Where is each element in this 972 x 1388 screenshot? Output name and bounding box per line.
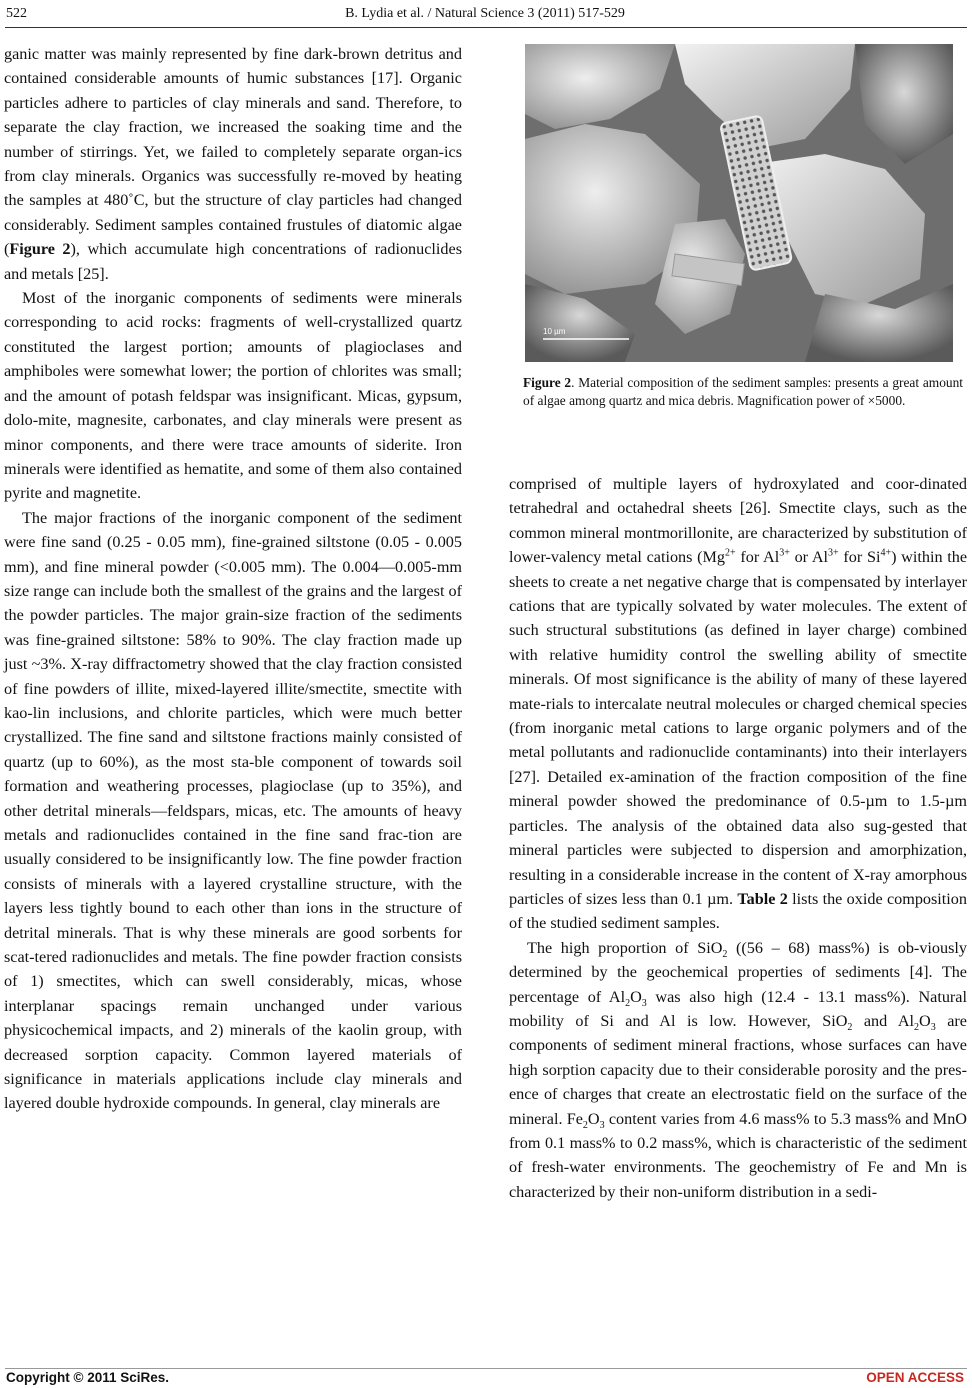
footer-rule — [5, 1368, 967, 1369]
figure-caption-text: . Material composition of the sediment samples: presents a great amount of algae among quartz and mica debris. Magnification power of ×5000. — [523, 375, 964, 409]
paragraph: The major fractions of the inorganic component of the sediment were fine sand (0.25 - 0.05 mm), fine-grained siltstone (0.05 - 0.005 mm), and fine mineral powder (<0.005 mm). The 0.004—0.005-mm size range can include both the smallest of the grains and the largest of the powder particles. The major grain-size fraction of the sediments was fine-grained siltstone: 58% to 90%. The clay fraction made up just ~3%. X-ray diffractometry showed that the clay fraction consisted of fine powders of illite, mixed-layered illite/smectite, smectite with kao-lin inclusions, and chlorite particles, which were much better crystallized. The fine sand and siltstone fractions mainly consisted of quartz (up to 60%), as the most sta-ble component of towards soil formation and weathering processes, plagioclase (up to 35%), and other detrital minerals—feldspars, micas, etc. The amounts of heavy metals and radionuclides contained in the fine sand frac-tion are usually considered to be insignificantly low. The fine powder fraction consists of minerals with a layered crystalline structure, with the layers less tightly bound to each other than ions in the structure of detrital minerals. That is why these minerals are good sorbents for scat-tered radionuclides and metals. The fine powder fraction consists of 1) smectites, which can swell considerably, micas, whose interplanar spacings remain unchanged under various physicochemical impacts, and 2) minerals of the kaolin group, with decreased sorption capacity. Common layered materials of significance in materials applications include clay minerals and layered double hydroxide compounds. In general, clay minerals are — [4, 508, 462, 1113]
open-access-label: OPEN ACCESS — [866, 1370, 964, 1385]
paragraph: comprised of multiple layers of hydroxylated and coor-dinated tetrahedral and octahedral sheets [26]. Smectite clays, such as the common mineral montmorillonite, are characterized by substitution of lower-valency metal cations ($Mg^{2+}$ for $Al^{3+}$ or $Al^{3+}$ for $Si^{4+}$) within the sheets to create a net negative charge that is compensated by interlayer cations that are typically solvated by water molecules. The extent of such structural substitutions (as defined in layer charge) combined with relative humidity control the swelling ability of smectite minerals. Of most significance is the ability of many of these layered mate-rials to intercalate neutral molecules or charged chemical species (from inorganic metal cations to large organic polymers and of the metal pollutants and radionuclide contaminants) into their interlayers [27]. Detailed ex-amination of the fraction composition of the fine mineral powder showed the predominance of 0.5-µm to 1.5-µm particles. The analysis of the obtained data also sug-gested that mineral particles were subjected to dispersion and amorphization, resulting in a considerable increase in the content of X-ray amorphous particles of sizes less than 0.1 µm. Table 2 lists the oxide composition of the studied sediment samples. — [509, 475, 968, 933]
paragraph: ganic matter was mainly represented by fine dark-brown detritus and contained considerable amounts of humic substances [17]. Organic particles adhere to particles of clay minerals and sand. Therefore, to separate the clay fraction, we increased the soaking time and the number of stirrings. Yet, we failed to completely separate organ-ics from clay minerals. Organics was successfully re-moved by heating the samples at 480˚C, but the structure of clay particles had changed considerably. Sediment samples contained frustules of diatomic algae (Figure 2), which accumulate high concentrations of radionuclides and metals [25]. — [4, 45, 462, 283]
header-rule — [5, 27, 967, 28]
paragraph: The high proportion of SiO$_2$ ((56 – 68) mass%) is ob-viously determined by the geochemical properties of sediments [4]. The percentage of $Al_2O_3$ was also high (12.4 - 13.1 mass%). Natural mobility of Si and Al is low. However, SiO$_2$ and $Al_2O_3$ are components of sediment mineral fractions, whose surfaces can have high sorption capacity due to their considerable porosity and the pres-ence of charges that create an electrostatic field on the surface of the mineral. $Fe_2O_3$ content varies from 4.6 mass% to 5.3 mass% and MnO from 0.1 mass% to 0.2 mass%, which is characteristic of the sediment of fresh-water environments. The geochemistry of Fe and Mn is characterized by their non-uniform distribution in a sedi- — [509, 938, 967, 1201]
micrograph-image — [525, 44, 953, 362]
right-column — [509, 472, 967, 1204]
paragraph: Most of the inorganic components of sediments were minerals corresponding to acid rocks: fragments of well-crystallized quartz constituted the largest portion; amounts of plagioclases and amphiboles were somewhat lower; the portion of chlorites was small; and the amount of potash feldspar was insignificant. Micas, gypsum, dolo-mite, magnesite, carbonates, and clay minerals were present as minor components, and there were trace amounts of siderite. Iron minerals were identified as hematite, and some of them also contained pyrite and magnetite. — [4, 289, 462, 503]
sem-micrograph — [525, 44, 953, 362]
table-reference: Table 2 — [737, 889, 788, 908]
figure-label: Figure 2 — [523, 375, 572, 390]
left-column — [4, 42, 462, 1116]
running-head: B. Lydia et al. / Natural Science 3 (2011) 517-529 — [345, 6, 625, 21]
scale-bar-label: 10 µm — [543, 327, 566, 336]
page-number: 522 — [6, 6, 27, 21]
page-footer — [6, 1370, 964, 1386]
copyright: Copyright © 2011 SciRes. — [6, 1370, 170, 1385]
figure-caption — [523, 374, 963, 411]
running-header — [6, 6, 964, 28]
figure-reference: Figure 2 — [9, 240, 71, 259]
